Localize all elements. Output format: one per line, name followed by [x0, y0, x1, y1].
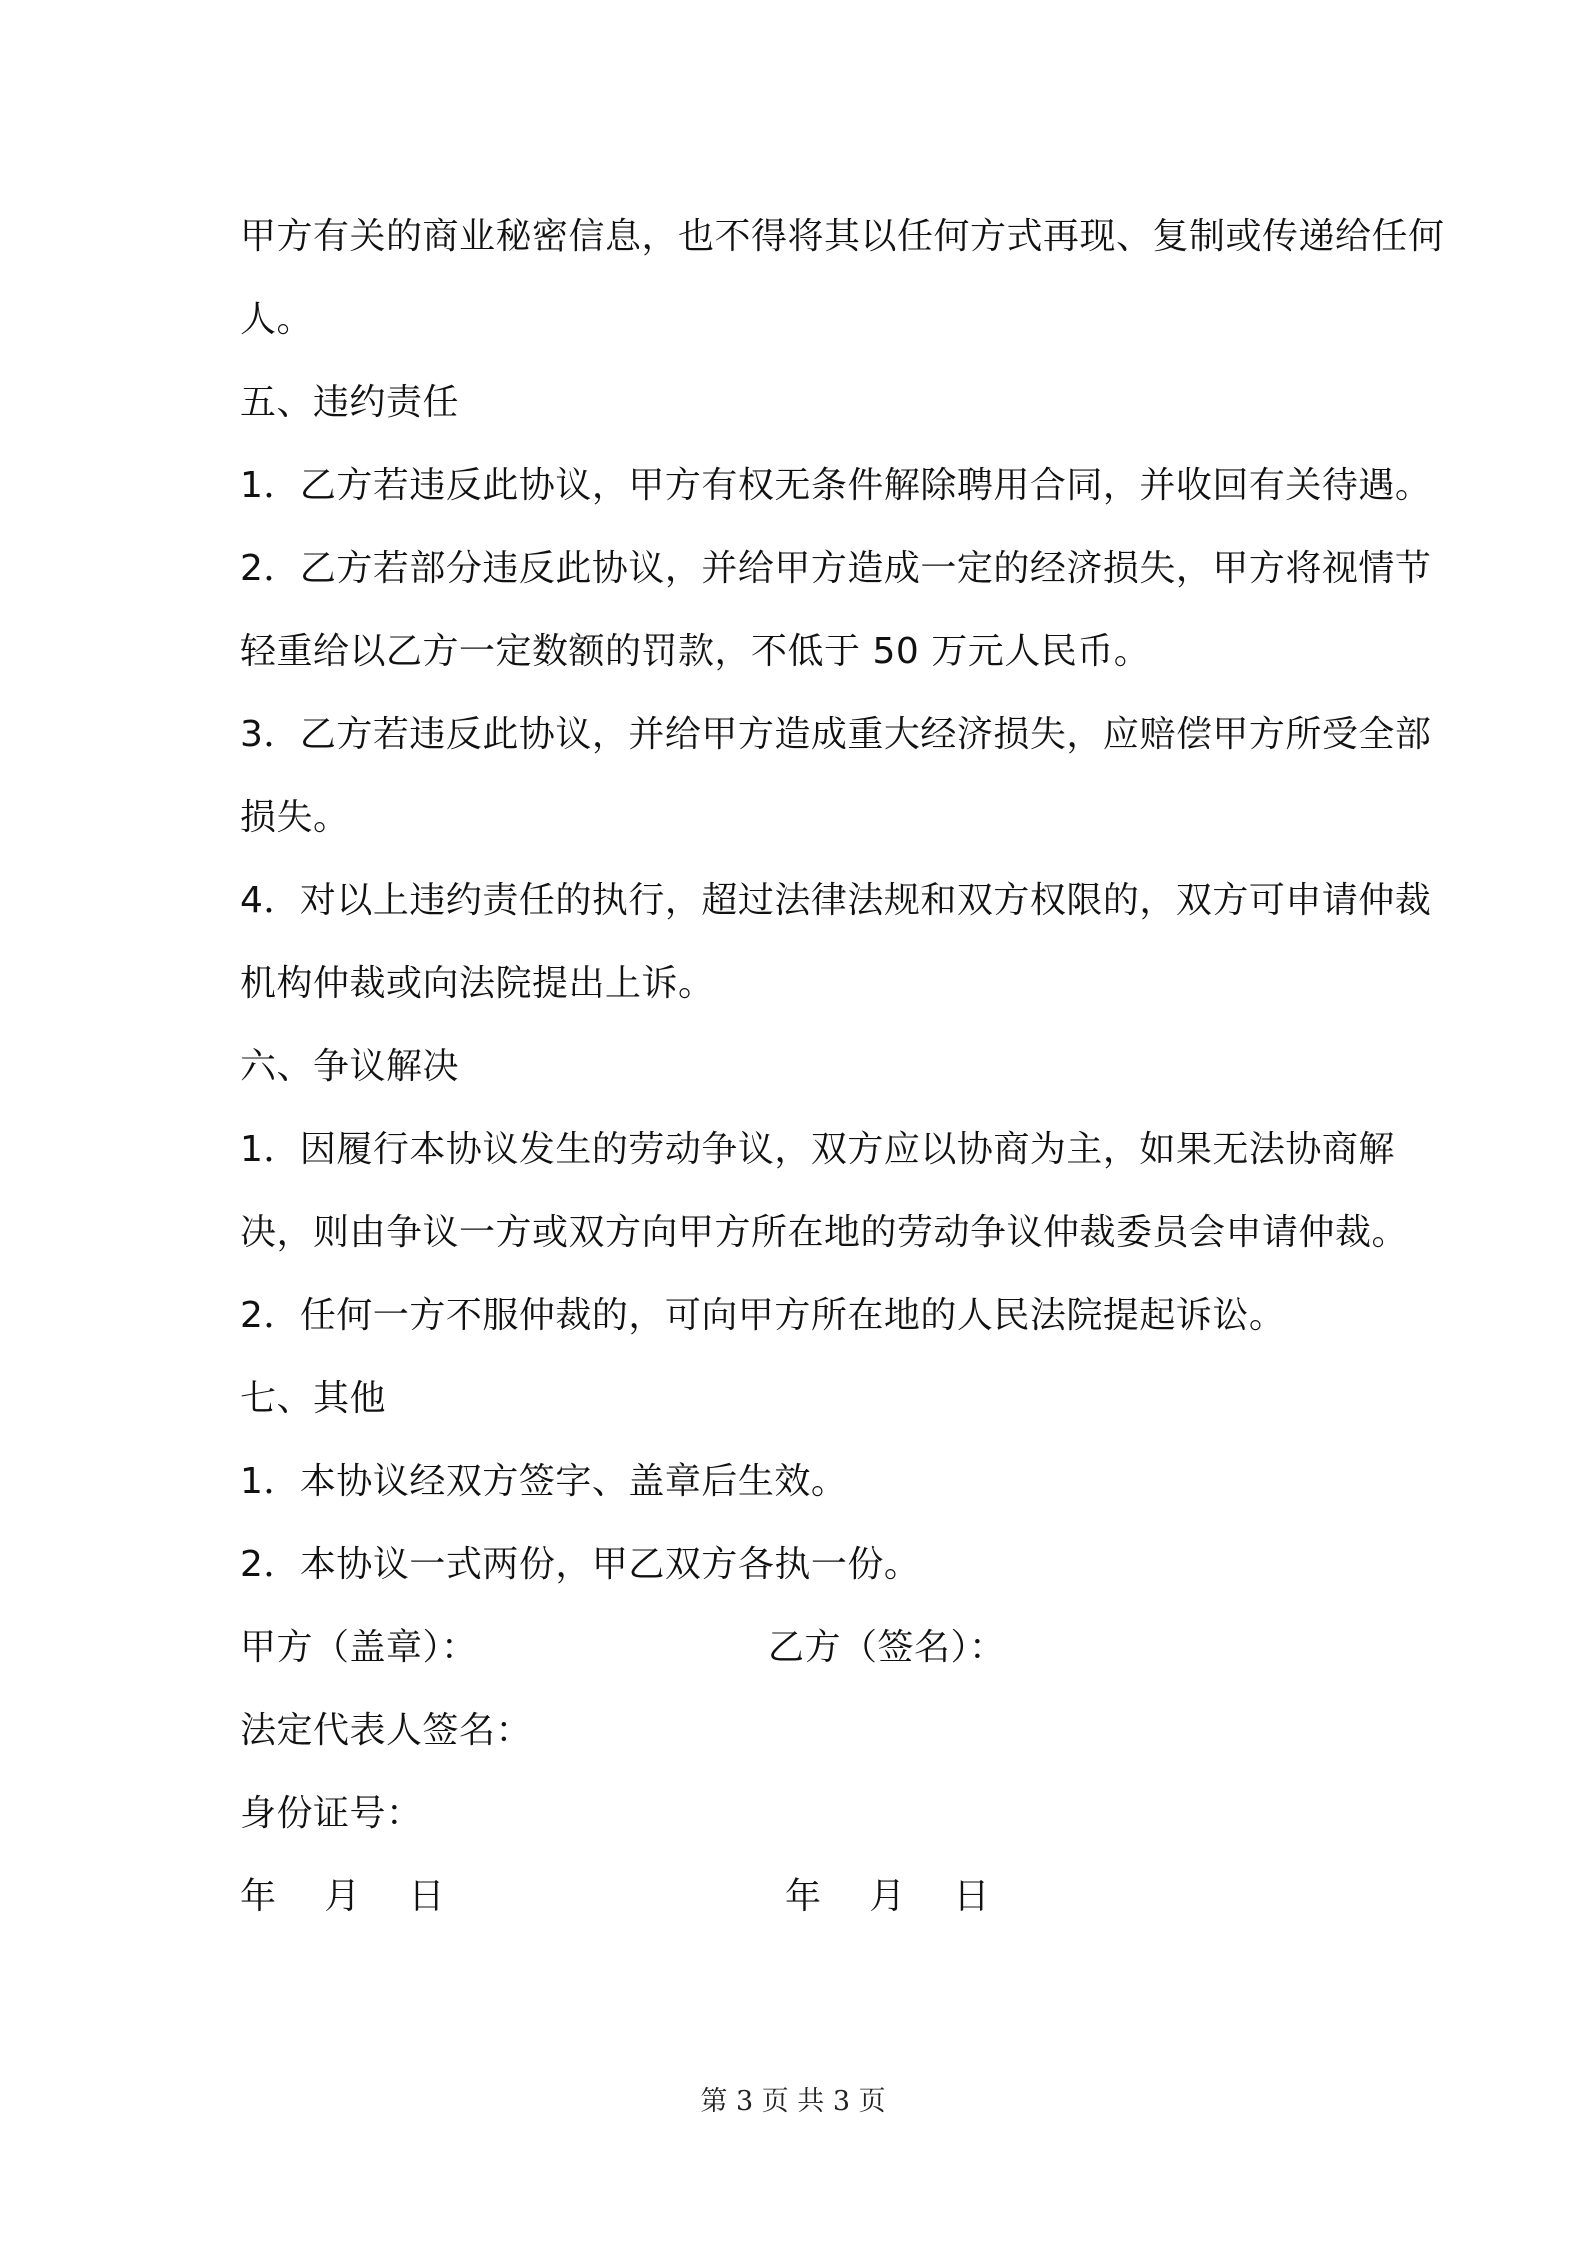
- section-heading-other: 七、其他: [240, 1378, 387, 1419]
- paragraph-confidentiality-end: 甲方有关的商业秘密信息，也不得将其以任何方式再现、复制或传递给任何人。: [240, 216, 1445, 340]
- date-party-a: 年 月 日: [240, 1876, 446, 1917]
- date-party-b: 年 月 日: [785, 1876, 991, 1917]
- signature-row-id: [240, 1772, 1465, 1855]
- party-b-signature-label: 乙方（签名）：: [768, 1627, 1006, 1668]
- clause-breach-4: 4．对以上违约责任的执行，超过法律法规和双方权限的，双方可申请仲裁机构仲裁或向法院提出上诉。: [240, 880, 1432, 1004]
- clause-dispute-1: 1．因履行本协议发生的劳动争议，双方应以协商为主，如果无法协商解决，则由争议一方或双方向甲方所在地的劳动争议仲裁委员会申请仲裁。: [240, 1129, 1409, 1253]
- clause-breach-1: 1．乙方若违反此协议，甲方有权无条件解除聘用合同，并收回有关待遇。: [240, 465, 1432, 506]
- page-number-footer: 第 3 页 共 3 页: [700, 2086, 886, 2117]
- clause-other-2: 2．本协议一式两份，甲乙双方各执一份。: [240, 1544, 921, 1585]
- id-number-label: 身份证号：: [240, 1793, 423, 1834]
- party-a-seal-label: 甲方（盖章）：: [240, 1627, 478, 1668]
- signature-row-parties: [240, 1606, 1465, 1689]
- signature-row-dates: [240, 1855, 1465, 1938]
- section-heading-dispute-resolution: 六、争议解决: [240, 1046, 460, 1087]
- section-heading-breach-liability: 五、违约责任: [240, 382, 460, 423]
- clause-dispute-2: 2．任何一方不服仲裁的，可向甲方所在地的人民法院提起诉讼。: [240, 1295, 1286, 1336]
- clause-breach-2: 2．乙方若部分违反此协议，并给甲方造成一定的经济损失，甲方将视情节轻重给以乙方一定数额的罚款，不低于 50 万元人民币。: [240, 548, 1432, 672]
- signature-row-legal-rep: [240, 1689, 1465, 1772]
- clause-other-1: 1．本协议经双方签字、盖章后生效。: [240, 1461, 848, 1502]
- legal-representative-label: 法定代表人签名：: [240, 1710, 533, 1751]
- clause-breach-3: 3．乙方若违反此协议，并给甲方造成重大经济损失，应赔偿甲方所受全部损失。: [240, 714, 1432, 838]
- document-body: [240, 195, 1465, 1938]
